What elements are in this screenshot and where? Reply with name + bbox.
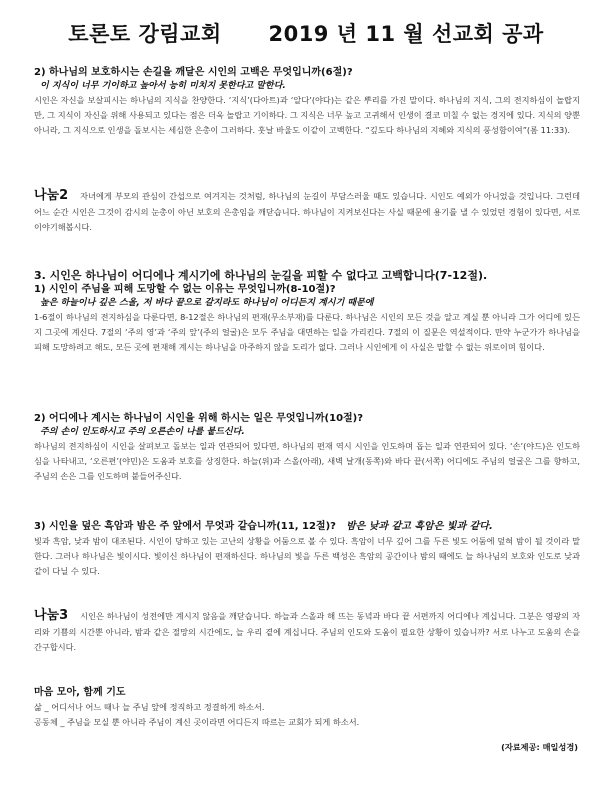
section-3-question-2: 2) 어디에나 계시는 하나님이 시인을 위해 하시는 일은 무엇입니까(10절)? <box>34 413 364 424</box>
section-3-block <box>34 268 580 355</box>
section-3-explanation-3: 빛과 흑암, 낮과 밤이 대조된다. 시인이 당하고 있는 고난의 상황을 어둠으로 볼 수 있다. 흑암이 너무 깊어 그를 두른 빛도 어둠에 덮혀 밤이 될 것이라 말한다. 그러나 하나님은 빛이시다. 빛이신 하나님이 편재하신다. 하나님의 빛을 두른 백성은 흑암의 공간이나 밤의 때에도 늘 하나님의 보호와 인도로 낮과 같이 다닐 수 있다. <box>34 536 580 576</box>
section-3-heading: 3. 시인은 하나님이 어디에나 계시기에 하나님의 눈길을 피할 수 없다고 고백합니다(7-12절). <box>34 269 488 282</box>
share-2-paragraph <box>34 188 580 236</box>
share-3-label: 나눔3 <box>34 608 69 623</box>
prayer-line-life: 삶 _ 어디서나 어느 때나 늘 주님 앞에 정직하고 정결하게 하소서. <box>34 702 265 712</box>
section-3-q2-block <box>34 412 580 484</box>
share-2-text: 자녀에게 부모의 관심이 간섭으로 여겨지는 것처럼, 하나님의 눈길이 부담스러울 때도 있습니다. 시인도 예외가 아니었을 것입니다. 그런데 어느 순간 시인은 그것이 감시의 눈총이 아닌 보호의 은총임을 깨닫습니다. 하나님이 지켜보신다는 사실 때문에 용기를 낼 수 있었던 경험이 있다면, 서로 이야기해봅시다. <box>34 191 580 232</box>
page-title: 토론토 강림교회 2019 년 11 월 선교회 공과 <box>68 22 544 46</box>
source-credit: (자료제공: 매일성경) <box>501 742 578 752</box>
section-3-answer-2: 주의 손이 인도하시고 주의 오른손이 나를 붙드신다. <box>40 427 245 437</box>
answer-2: 이 지식이 너무 기이하고 높아서 능히 미치지 못한다고 말한다. <box>40 81 286 91</box>
share-2-block <box>34 188 580 236</box>
section-3-question-1: 1) 시인이 주님을 피해 도망할 수 없는 이유는 무엇입니까(8-10절)? <box>34 284 336 295</box>
section-3-explanation-1: 1-6절이 하나님의 전지하심을 다룬다면, 8-12절은 하나님의 편재(무소부재)를 다룬다. 하나님은 시인의 모든 것을 알고 계실 뿐 아니라 그가 어디에 있든지 그곳에 계신다. 7절의 ‘주의 영’과 ‘주의 앞’(주의 얼굴)은 모두 주님을 대면하는 일을 가리킨다. 7절의 이 질문은 역설적이다. 만약 누군가가 하나님을 피해 도망하려고 해도, 모든 곳에 편재해 계시는 하나님을 마주하지 않을 도리가 없다. 그러나 시인에게 이 사실은 말할 수 없는 위로이며 힘이다. <box>34 312 580 352</box>
explanation-2: 시인은 자신을 보살피시는 하나님의 지식을 찬양한다. ‘지식’(다아트)과 ‘알다’(야다)는 같은 뿌리를 가진 말이다. 하나님의 지식, 그의 전지하심이 놀랍지만, 그 지식이 자신을 위해 사용되고 있다는 점은 더욱 놀랍고 기이하다. 그 지식은 너무 높고 고귀해서 인생이 결코 미칠 수 없는 경지에 있다. 지식의 양뿐 아니라, 그 지식으로 인생을 돌보시는 세심한 은총이 그러하다. 훗날 바울도 이같이 고백한다. “깊도다 하나님의 지혜와 지식의 풍성함이여”(롬 11:33). <box>34 95 580 135</box>
section-3-answer-3: 밤은 낮과 같고 흑암은 빛과 같다. <box>345 521 493 532</box>
prayer-line-community: 공동체 _ 주님을 모실 뿐 아니라 주님이 계신 곳이라면 어디든지 따르는 교회가 되게 하소서. <box>34 717 360 727</box>
share-3-block <box>34 608 580 656</box>
section-3-question-3-line <box>34 520 580 534</box>
section-3-question-3: 3) 시인을 덮은 흑암과 밤은 주 앞에서 무엇과 같습니까(11, 12절)? <box>34 521 336 532</box>
question-2: 2) 하나님의 보호하시는 손길을 깨달은 시인의 고백은 무엇입니까(6절)? <box>34 67 353 78</box>
prayer-heading: 마음 모아, 함께 기도 <box>34 687 126 698</box>
share-2-label: 나눔2 <box>34 188 69 203</box>
section-3-explanation-2: 하나님의 전지하심이 시인을 살펴보고 돌보는 일과 연관되어 있다면, 하나님의 편재 역시 시인을 인도하며 돕는 일과 연관되어 있다. ‘손’(야드)은 인도하심을 나타내고, ‘오른편’(야민)은 도움과 보호를 상징한다. 하늘(위)과 스올(아래), 새벽 날개(동쪽)와 바다 끝(서쪽) 어디에도 주님의 얼굴은 그를 향하고, 주님의 손은 그를 인도하며 붙들어주신다. <box>34 441 580 481</box>
share-3-paragraph <box>34 608 580 656</box>
prayer-block <box>34 686 580 730</box>
share-3-text: 시인은 하나님이 성전에만 계시지 않음을 깨닫습니다. 하늘과 스올과 해 뜨는 동녘과 바다 끝 서편까지 어디에나 계십니다. 그분은 영광의 자리와 기쁨의 시간뿐 아니라, 밤과 같은 절망의 시간에도, 늘 우리 곁에 계십니다. 주님의 인도와 도움이 필요한 상황이 있습니까? 서로 나누고 도움의 손을 간구합시다. <box>34 611 580 652</box>
question-2-block <box>34 66 580 138</box>
section-3-q3-block <box>34 520 580 579</box>
section-3-answer-1: 높은 하늘이나 깊은 스올, 저 바다 끝으로 갈지라도 하나님이 어디든지 계시기 때문에 <box>40 298 374 308</box>
